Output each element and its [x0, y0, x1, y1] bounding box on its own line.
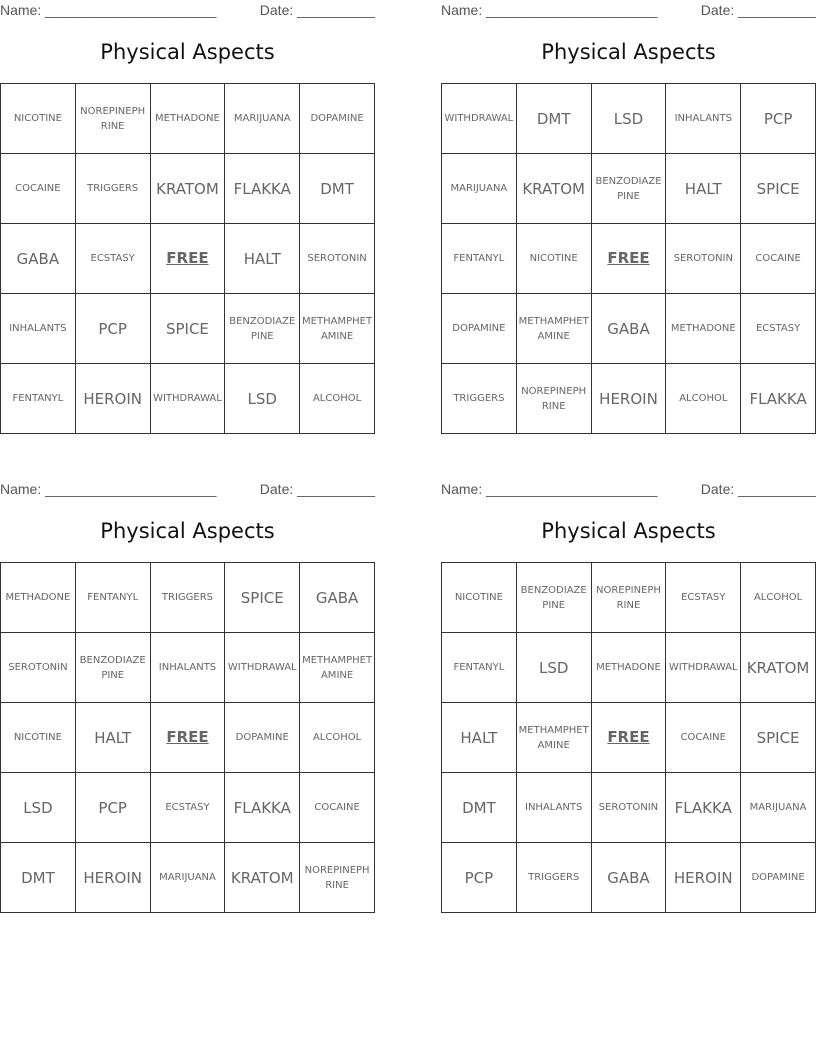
grid-cell: METHAMPHETAMINE — [300, 294, 375, 364]
grid-cell: TRIGGERS — [150, 563, 225, 633]
card-header — [0, 479, 375, 499]
grid-cell: NICOTINE — [442, 563, 517, 633]
bingo-card-2 — [441, 0, 816, 440]
date-field-label: Date: __________ — [700, 481, 816, 497]
grid-cell: HEROIN — [75, 364, 150, 434]
grid-cell: DMT — [1, 843, 76, 913]
grid-row — [1, 633, 375, 703]
grid-cell: INHALANTS — [666, 84, 741, 154]
grid-cell: HEROIN — [75, 843, 150, 913]
grid-cell: WITHDRAWAL — [666, 633, 741, 703]
grid-cell: LSD — [225, 364, 300, 434]
grid-cell: BENZODIAZEPINE — [225, 294, 300, 364]
grid-cell: HEROIN — [591, 364, 666, 434]
grid-row — [1, 154, 375, 224]
card-header — [441, 0, 816, 20]
grid-row — [1, 224, 375, 294]
grid-cell: ECSTASY — [666, 563, 741, 633]
grid-cell: HALT — [225, 224, 300, 294]
grid-cell: SPICE — [150, 294, 225, 364]
grid-cell: NICOTINE — [1, 84, 76, 154]
grid-cell: SEROTONIN — [666, 224, 741, 294]
grid-cell: WITHDRAWAL — [442, 84, 517, 154]
grid-cell: ECSTASY — [75, 224, 150, 294]
grid-cell: METHADONE — [666, 294, 741, 364]
grid-cell: SEROTONIN — [300, 224, 375, 294]
grid-row — [442, 224, 816, 294]
grid-cell: WITHDRAWAL — [225, 633, 300, 703]
card-title: Physical Aspects — [100, 519, 275, 543]
date-field-label: Date: __________ — [259, 481, 375, 497]
free-space-cell: FREE — [591, 703, 666, 773]
name-field-label: Name: ______________________ — [0, 481, 217, 497]
date-field-label: Date: __________ — [259, 2, 375, 18]
grid-cell: PCP — [741, 84, 816, 154]
name-field-label: Name: ______________________ — [441, 2, 658, 18]
grid-cell: FLAKKA — [666, 773, 741, 843]
grid-row — [442, 633, 816, 703]
grid-cell: TRIGGERS — [516, 843, 591, 913]
grid-cell: COCAINE — [300, 773, 375, 843]
grid-cell: FENTANYL — [442, 224, 517, 294]
grid-cell: SPICE — [225, 563, 300, 633]
grid-cell: KRATOM — [741, 633, 816, 703]
grid-cell: METHADONE — [150, 84, 225, 154]
grid-cell: NOREPINEPHRINE — [516, 364, 591, 434]
grid-cell: DOPAMINE — [300, 84, 375, 154]
grid-cell: METHAMPHETAMINE — [300, 633, 375, 703]
grid-cell: LSD — [591, 84, 666, 154]
grid-cell: WITHDRAWAL — [150, 364, 225, 434]
grid-cell: NOREPINEPHRINE — [591, 563, 666, 633]
grid-cell: METHADONE — [591, 633, 666, 703]
grid-row — [442, 84, 816, 154]
grid-cell: DMT — [516, 84, 591, 154]
grid-cell: METHAMPHETAMINE — [516, 294, 591, 364]
grid-cell: PCP — [442, 843, 517, 913]
grid-cell: TRIGGERS — [75, 154, 150, 224]
grid-cell: FENTANYL — [442, 633, 517, 703]
grid-cell: FENTANYL — [1, 364, 76, 434]
grid-cell: SPICE — [741, 703, 816, 773]
grid-row — [442, 563, 816, 633]
bingo-card-4 — [441, 479, 816, 919]
grid-cell: TRIGGERS — [442, 364, 517, 434]
grid-cell: BENZODIAZEPINE — [75, 633, 150, 703]
grid-cell: GABA — [300, 563, 375, 633]
grid-cell: BENZODIAZEPINE — [516, 563, 591, 633]
grid-cell: HALT — [442, 703, 517, 773]
grid-row — [442, 154, 816, 224]
card-title: Physical Aspects — [541, 40, 716, 64]
grid-cell: DOPAMINE — [225, 703, 300, 773]
grid-cell: FLAKKA — [225, 773, 300, 843]
grid-cell: GABA — [1, 224, 76, 294]
grid-cell: MARIJUANA — [741, 773, 816, 843]
grid-cell: SEROTONIN — [1, 633, 76, 703]
grid-cell: LSD — [516, 633, 591, 703]
grid-cell: COCAINE — [741, 224, 816, 294]
grid-cell: HALT — [666, 154, 741, 224]
bingo-grid — [0, 562, 375, 913]
grid-cell: ECSTASY — [150, 773, 225, 843]
grid-row — [442, 843, 816, 913]
grid-row — [442, 773, 816, 843]
grid-cell: INHALANTS — [516, 773, 591, 843]
grid-row — [1, 84, 375, 154]
grid-cell: INHALANTS — [1, 294, 76, 364]
grid-cell: DMT — [442, 773, 517, 843]
grid-cell: DOPAMINE — [442, 294, 517, 364]
grid-cell: KRATOM — [150, 154, 225, 224]
grid-cell: MARIJUANA — [225, 84, 300, 154]
bingo-card-1 — [0, 0, 375, 440]
free-space-cell: FREE — [150, 224, 225, 294]
grid-row — [442, 703, 816, 773]
bingo-grid — [441, 83, 816, 434]
grid-cell: GABA — [591, 843, 666, 913]
grid-cell: KRATOM — [225, 843, 300, 913]
card-header — [0, 0, 375, 20]
grid-cell: KRATOM — [516, 154, 591, 224]
card-header — [441, 479, 816, 499]
free-space-cell: FREE — [150, 703, 225, 773]
grid-cell: ALCOHOL — [666, 364, 741, 434]
grid-row — [1, 773, 375, 843]
grid-cell: PCP — [75, 294, 150, 364]
grid-cell: ECSTASY — [741, 294, 816, 364]
grid-cell: NICOTINE — [516, 224, 591, 294]
grid-cell: BENZODIAZEPINE — [591, 154, 666, 224]
grid-cell: FLAKKA — [741, 364, 816, 434]
grid-row — [442, 364, 816, 434]
date-field-label: Date: __________ — [700, 2, 816, 18]
grid-row — [1, 703, 375, 773]
bingo-grid — [0, 83, 375, 434]
grid-cell: MARIJUANA — [150, 843, 225, 913]
grid-cell: FLAKKA — [225, 154, 300, 224]
bingo-card-3 — [0, 479, 375, 919]
grid-cell: GABA — [591, 294, 666, 364]
name-field-label: Name: ______________________ — [441, 481, 658, 497]
name-field-label: Name: ______________________ — [0, 2, 217, 18]
grid-cell: HEROIN — [666, 843, 741, 913]
grid-row — [442, 294, 816, 364]
grid-cell: PCP — [75, 773, 150, 843]
bingo-grid — [441, 562, 816, 913]
grid-cell: HALT — [75, 703, 150, 773]
grid-cell: LSD — [1, 773, 76, 843]
grid-cell: INHALANTS — [150, 633, 225, 703]
free-space-cell: FREE — [591, 224, 666, 294]
grid-cell: SEROTONIN — [591, 773, 666, 843]
grid-cell: NOREPINEPHRINE — [300, 843, 375, 913]
grid-cell: COCAINE — [666, 703, 741, 773]
grid-cell: METHADONE — [1, 563, 76, 633]
grid-row — [1, 294, 375, 364]
card-title: Physical Aspects — [100, 40, 275, 64]
grid-cell: MARIJUANA — [442, 154, 517, 224]
grid-cell: METHAMPHETAMINE — [516, 703, 591, 773]
grid-cell: SPICE — [741, 154, 816, 224]
grid-cell: DOPAMINE — [741, 843, 816, 913]
grid-row — [1, 843, 375, 913]
grid-cell: NOREPINEPHRINE — [75, 84, 150, 154]
grid-cell: DMT — [300, 154, 375, 224]
grid-row — [1, 364, 375, 434]
grid-cell: ALCOHOL — [741, 563, 816, 633]
grid-cell: ALCOHOL — [300, 364, 375, 434]
grid-cell: COCAINE — [1, 154, 76, 224]
grid-cell: ALCOHOL — [300, 703, 375, 773]
grid-cell: NICOTINE — [1, 703, 76, 773]
card-title: Physical Aspects — [541, 519, 716, 543]
grid-row — [1, 563, 375, 633]
grid-cell: FENTANYL — [75, 563, 150, 633]
